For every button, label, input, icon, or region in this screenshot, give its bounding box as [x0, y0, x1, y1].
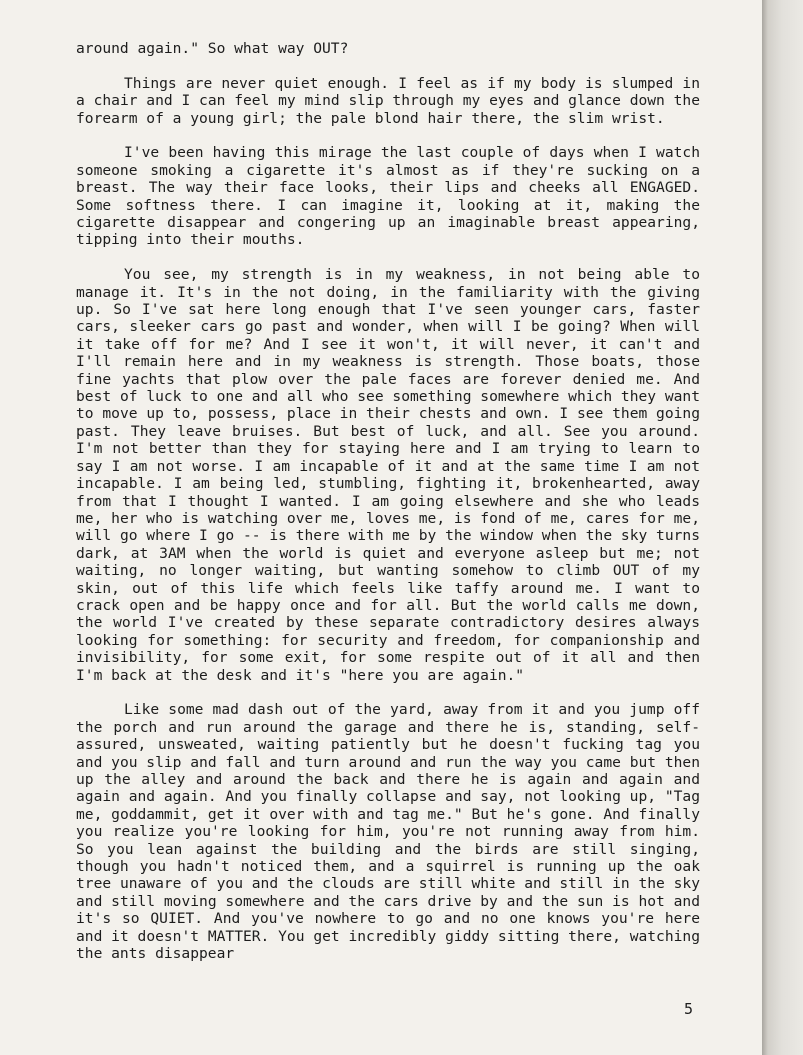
- paragraph-mad-dash: Like some mad dash out of the yard, away from it and you jump off the porch and run around the garage and there he is, standing, self-assured, unsweated, waiting patiently but he doesn't fucking tag you and you slip and fall and turn around and run the way you came but then up the alley and around the back and there he is again and again and again and again. And you finally collapse and say, not looking up, "Tag me, goddammit, get it over with and tag me." But he's gone. And finally you realize you're looking for him, you're not running away from him. So you lean against the building and the birds are still singing, though you hadn't noticed them, and a squirrel is running up the oak tree unaware of you and the clouds are still white and still in the sky and still moving somewhere and the cars drive by and the sun is hot and it's so QUIET. And you've nowhere to go and no one knows you're here and it doesn't MATTER. You get incredibly giddy sitting there, watching the ants disappear: [76, 701, 700, 963]
- paragraph-quiet: Things are never quiet enough. I feel as if my body is slumped in a chair and I can feel my mind slip through my eyes and glance down the forearm of a young girl; the pale blond hair there, the slim wrist.: [76, 74, 700, 127]
- page-number: 5: [684, 1000, 694, 1018]
- paragraph-mirage: I've been having this mirage the last couple of days when I watch someone smoking a cigarette it's almost as if they're sucking on a breast. The way their face looks, their lips and cheeks all ENGAGED. Some softness there. I can imagine it, looking at it, making the cigarette disappear and congering up an imaginable breast appearing, tipping into their mouths.: [76, 144, 700, 249]
- paragraph-continuation: around again." So what way OUT?: [76, 40, 349, 57]
- page-edge-shadow: [762, 0, 803, 1055]
- body-text: [76, 40, 700, 962]
- paragraph-weakness: You see, my strength is in my weakness, in not being able to manage it. It's in the not doing, in the familiarity with the giving up. So I've sat here long enough that I've seen younger cars, faster cars, sleeker cars go past and wonder, when will I be going? When will it take off for me? And I see it won't, it will never, it can't and I'll remain here and in my weakness is strength. Those boats, those fine yachts that plow over the pale faces are forever denied me. And best of luck to one and all who see something somewhere which they want to move up to, possess, place in their chests and own. I see them going past. They leave bruises. But best of luck, and all. See you around. I'm not better than they for staying here and I am trying to learn to say I am not worse. I am incapable of it and at the same time I am not incapable. I am being led, stumbling, fighting it, brokenhearted, away from that I thought I wanted. I am going elsewhere and she who leads me, her who is watching over me, loves me, is fond of me, cares for me, will go where I go -- is there with me by the window when the sky turns dark, at 3AM when the world is quiet and everyone asleep but me; not waiting, no longer waiting, but wanting somehow to climb OUT of my skin, out of this life which feels like taffy around me. I want to crack open and be happy once and for all. But the world calls me down, the world I've created by these separate contradictory desires always looking for something: for security and freedom, for companionship and invisibility, for some exit, for some respite out of it all and then I'm back at the desk and it's "here you are again.": [76, 266, 700, 684]
